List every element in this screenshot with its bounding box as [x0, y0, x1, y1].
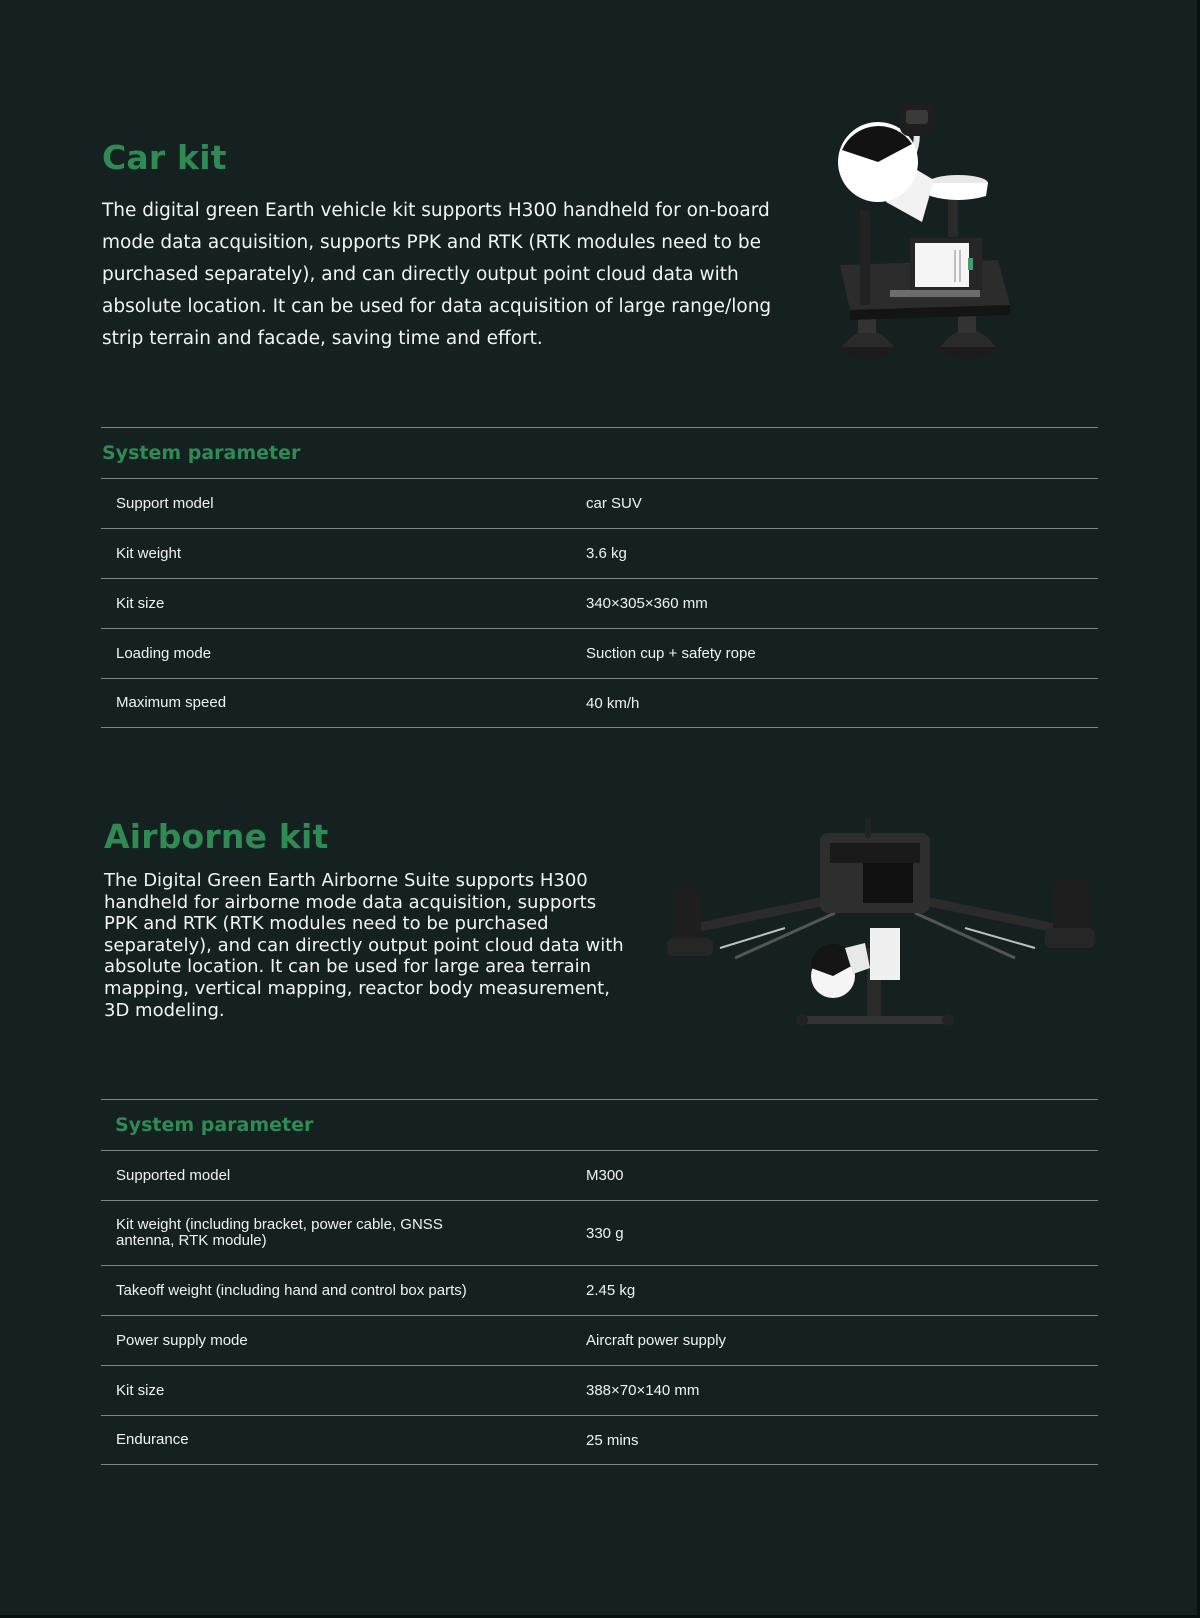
- param-value: 40 km/h: [586, 694, 640, 712]
- param-key: Endurance: [116, 1431, 189, 1448]
- airborne-kit-parameter-table: [101, 1099, 1098, 1465]
- table-row: [101, 1415, 1098, 1465]
- param-key: Maximum speed: [116, 694, 227, 711]
- table-row: [101, 578, 1098, 628]
- param-key: Kit weight (including bracket, power cable, GNSS antenna, RTK module): [116, 1216, 443, 1249]
- param-key: Supported model: [116, 1166, 231, 1184]
- airborne-kit-title: Airborne kit: [104, 817, 329, 856]
- car-kit-title: Car kit: [102, 138, 227, 177]
- airborne-kit-parameter-heading: System parameter: [101, 1099, 1098, 1150]
- table-row: [101, 1315, 1098, 1365]
- param-key: Support model: [116, 494, 214, 512]
- table-row: [101, 1200, 1098, 1265]
- table-row: [101, 1150, 1098, 1200]
- table-row: [101, 478, 1098, 528]
- param-key: Takeoff weight (including hand and control box parts): [116, 1281, 467, 1299]
- param-key: Kit size: [116, 1381, 165, 1399]
- table-row: [101, 1265, 1098, 1315]
- table-row: [101, 678, 1098, 728]
- table-row: [101, 528, 1098, 578]
- table-row: [101, 1365, 1098, 1415]
- car-kit-parameter-table: [101, 427, 1098, 728]
- vehicle-lidar-kit-image: [830, 100, 1030, 365]
- car-kit-description: The digital green Earth vehicle kit supports H300 handheld for on-board mode data acquisition, supports PPK and RTK (RTK modules need to be purchased separately), and can directly output point cloud data with absolute location. It can be used for data acquisition of large range/long strip terrain and facade, saving time and effort.: [102, 200, 772, 349]
- airborne-kit-description: The Digital Green Earth Airborne Suite supports H300 handheld for airborne mode data acquisition, supports PPK and RTK (RTK modules need to be purchased separately), and can directly output point cloud data with absolute location. It can be used for large area terrain mapping, vertical mapping, reactor body measurement, 3D modeling.: [104, 870, 624, 1021]
- table-row: [101, 628, 1098, 678]
- drone-lidar-kit-image: [665, 818, 1100, 1038]
- param-key: Power supply mode: [116, 1331, 248, 1349]
- param-key: Kit size: [116, 594, 165, 612]
- param-value: 2.45 kg: [586, 1282, 636, 1299]
- car-kit-parameter-heading: System parameter: [101, 427, 1098, 478]
- param-value: 3.6 kg: [586, 545, 627, 562]
- param-value: 25 mins: [586, 1431, 639, 1449]
- param-key: Kit weight: [116, 544, 182, 562]
- param-value: Aircraft power supply: [586, 1332, 727, 1349]
- param-value: 330 g: [586, 1224, 624, 1242]
- param-value: Suction cup + safety rope: [586, 645, 756, 662]
- param-value: 388×70×140 mm: [586, 1382, 700, 1399]
- param-value: 340×305×360 mm: [586, 595, 708, 612]
- param-value: car SUV: [586, 495, 642, 512]
- param-value: M300: [586, 1167, 624, 1184]
- param-key: Loading mode: [116, 644, 212, 662]
